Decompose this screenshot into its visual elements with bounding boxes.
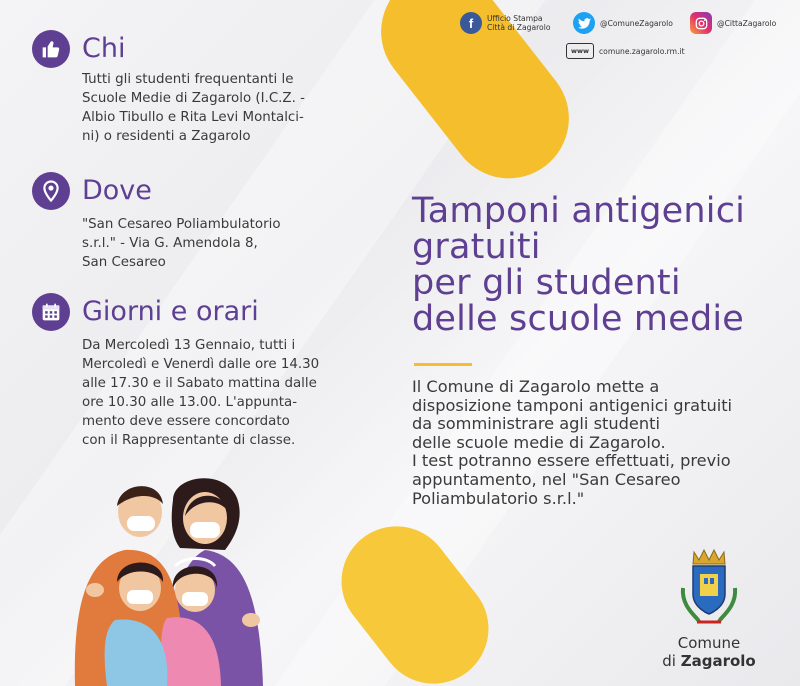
- social-twitter[interactable]: [573, 12, 673, 34]
- logo-line2: di Zagarolo: [662, 652, 756, 670]
- section-title: Giorni e orari: [82, 296, 259, 327]
- facebook-label: Ufficio Stampa Città di Zagarolo: [487, 14, 551, 32]
- facebook-icon: f: [460, 12, 482, 34]
- section-text: Da Mercoledì 13 Gennaio, tutti i Mercoledì e Venerdì dalle ore 14.30 alle 17.30 e il Sabato mattina dalle ore 10.30 alle 13.00. L'appunta- mento deve essere concordato con il Rappresentante di classe.: [82, 338, 320, 448]
- section-text: Tutti gli studenti frequentanti le Scuole Medie di Zagarolo (I.C.Z. - Albio Tibullo e Rita Levi Montalci- ni) o residenti a Zagarolo: [82, 72, 305, 144]
- twitter-icon: [573, 12, 595, 34]
- section-title: Dove: [82, 175, 152, 206]
- social-website[interactable]: [566, 43, 685, 59]
- section-title: Chi: [82, 33, 126, 64]
- coat-of-arms-icon: [679, 548, 739, 628]
- instagram-icon: [690, 12, 712, 34]
- body-text: Il Comune di Zagarolo mette a disposizione tamponi antigenici gratuiti da somministrare agli studenti delle scuole medie di Zagarolo. I test potranno essere effettuati, previo appuntamento, nel "San Cesareo Poliambulatorio s.r.l.": [412, 377, 733, 508]
- family-with-masks-illustration: [55, 470, 295, 686]
- social-facebook[interactable]: [460, 12, 550, 34]
- social-instagram[interactable]: [690, 12, 776, 34]
- thumbs-up-icon: [32, 30, 70, 68]
- calendar-icon: [32, 293, 70, 331]
- section-text: "San Cesareo Poliambulatorio s.r.l." - Via G. Amendola 8, San Cesareo: [82, 217, 281, 270]
- logo-line1: Comune: [677, 634, 741, 652]
- website-label: comune.zagarolo.rm.it: [599, 46, 685, 56]
- instagram-label: @CittaZagarolo: [717, 18, 777, 28]
- web-icon: www: [566, 43, 594, 59]
- location-pin-icon: [32, 172, 70, 210]
- twitter-label: @ComuneZagarolo: [600, 18, 673, 28]
- headline: Tamponi antigenici gratuiti per gli studenti delle scuole medie: [412, 191, 746, 339]
- divider: [414, 363, 472, 366]
- comune-logo: [650, 548, 770, 678]
